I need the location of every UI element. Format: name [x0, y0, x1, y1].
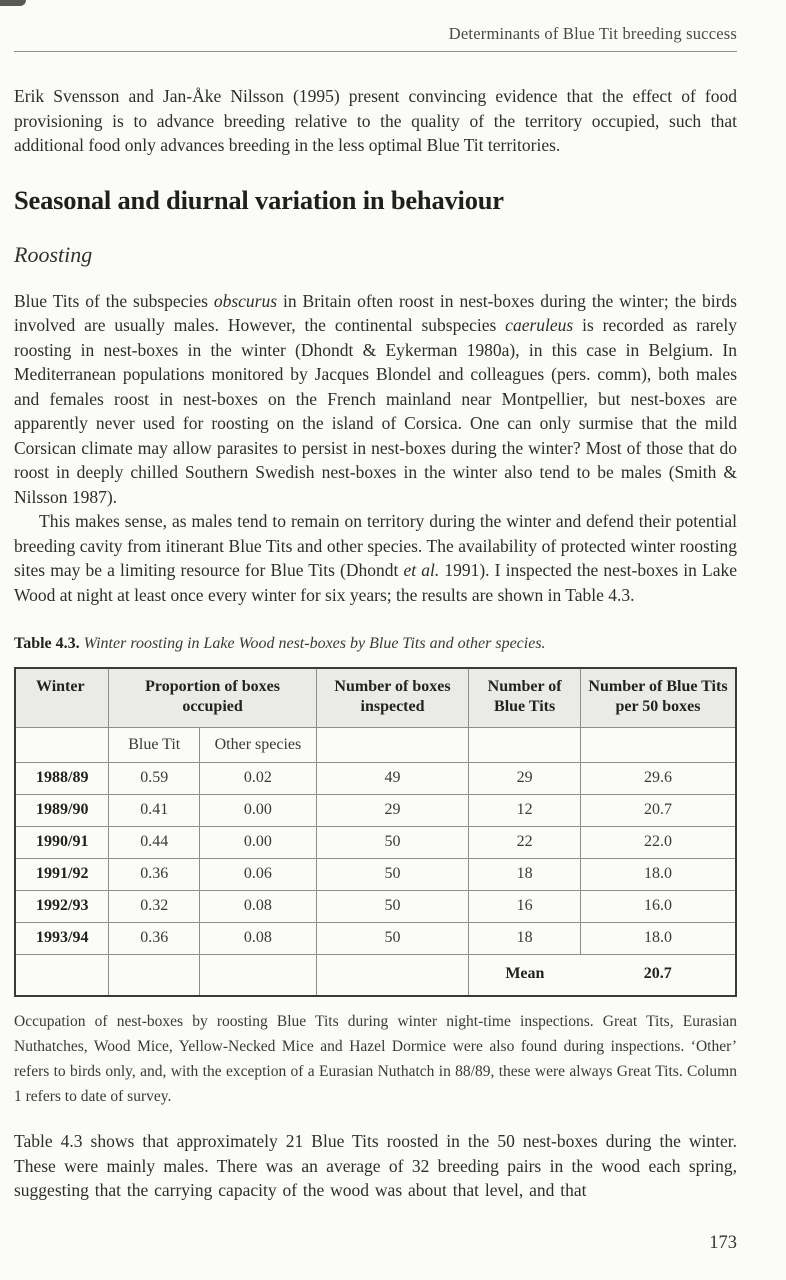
- table-header: [15, 668, 736, 763]
- table-footnote: Occupation of nest-boxes by roosting Blue Tits during winter night-time inspections. Great Tits, Eurasian Nuthatches, Wood Mice, Yellow-Necked Mice and Hazel Dormice were also found during inspections. ‘Other’ refers to birds only, and, with the exception of a Eurasian Nuthatch in 88/89, these were always Great Tits. Column 1 refers to date of survey.: [14, 1013, 737, 1105]
- table-cell: 0.00: [200, 827, 317, 859]
- table-row: [15, 763, 736, 795]
- table-cell: 0.08: [200, 891, 317, 923]
- page-number: 173: [709, 1233, 737, 1253]
- winter-roosting-table: [14, 667, 737, 997]
- table-mean-section: [15, 955, 736, 997]
- table-row: [15, 923, 736, 955]
- table-cell: 50: [316, 923, 469, 955]
- table-row: [15, 795, 736, 827]
- table-cell: 0.36: [109, 859, 200, 891]
- table-row: [15, 891, 736, 923]
- column-header-proportion: Proportion of boxes occupied: [109, 668, 316, 728]
- table-cell: 1988/89: [15, 763, 109, 795]
- column-header-blue-tits: Number of Blue Tits: [469, 668, 581, 728]
- table-cell: 0.08: [200, 923, 317, 955]
- subheader-blue-tit: Blue Tit: [109, 728, 200, 763]
- table-caption: [14, 633, 737, 655]
- table-cell: 18.0: [581, 923, 737, 955]
- table-cell: 0.00: [200, 795, 317, 827]
- section-heading: Seasonal and diurnal variation in behaviour: [14, 184, 504, 215]
- header-rule: [14, 51, 737, 52]
- roosting-paragraph-2: This makes sense, as males tend to remain on territory during the winter and defend their potential breeding cavity from itinerant Blue Tits and other species. The availability of protected winter roosting sites may be a limiting resource for Blue Tits (Dhondt et al. 1991). I inspected the nest-boxes in Lake Wood at night at least once every winter for six years; the results are shown in Table 4.3.: [14, 511, 737, 605]
- table-cell-empty: [316, 955, 469, 997]
- table-cell: 0.02: [200, 763, 317, 795]
- table-cell-empty: [15, 955, 109, 997]
- table-row: [15, 827, 736, 859]
- table-cell: 18: [469, 923, 581, 955]
- table-subheader-empty-cell: [469, 728, 581, 763]
- table-cell: 50: [316, 827, 469, 859]
- table-cell: 50: [316, 859, 469, 891]
- table-cell: 1989/90: [15, 795, 109, 827]
- subheader-other-species: Other species: [200, 728, 317, 763]
- table-cell: 0.44: [109, 827, 200, 859]
- table-cell: 1993/94: [15, 923, 109, 955]
- mean-value: 20.7: [581, 955, 737, 997]
- table-subheader-empty-cell: [15, 728, 109, 763]
- table-cell: 1990/91: [15, 827, 109, 859]
- table-header-row: [15, 668, 736, 728]
- running-header: Determinants of Blue Tit breeding success: [448, 24, 737, 43]
- table-cell: 0.41: [109, 795, 200, 827]
- table-cell: 18: [469, 859, 581, 891]
- closing-paragraph: Table 4.3 shows that approximately 21 Blue Tits roosted in the 50 nest-boxes during the winter. These were mainly males. There was an average of 32 breeding pairs in the wood each spring, suggesting that the carrying capacity of the wood was about that level, and that: [14, 1131, 737, 1200]
- table-cell: 0.06: [200, 859, 317, 891]
- column-header-per-50-boxes: Number of Blue Tits per 50 boxes: [581, 668, 737, 728]
- table-cell: 22.0: [581, 827, 737, 859]
- table-row: [15, 859, 736, 891]
- table-caption-label: Table 4.3.: [14, 635, 80, 652]
- table-mean-row: [15, 955, 736, 997]
- scan-artifact: [0, 0, 26, 6]
- table-cell: 16.0: [581, 891, 737, 923]
- table-subheader-empty-cell: [581, 728, 737, 763]
- table-cell: 0.32: [109, 891, 200, 923]
- table-cell: 1992/93: [15, 891, 109, 923]
- table-cell: 12: [469, 795, 581, 827]
- column-header-boxes-inspected: Number of boxes inspected: [316, 668, 469, 728]
- table-cell: 0.59: [109, 763, 200, 795]
- subsection-heading: Roosting: [14, 241, 93, 267]
- mean-label: Mean: [469, 955, 581, 997]
- table-cell: 20.7: [581, 795, 737, 827]
- table-cell: 29.6: [581, 763, 737, 795]
- roosting-paragraph-1: Blue Tits of the subspecies obscurus in Britain often roost in nest-boxes during the winter; the birds involved are usually males. However, the continental subspecies caeruleus is recorded as rarely roosting in nest-boxes in the winter (Dhondt & Eykerman 1980a), in this case in Belgium. In Mediterranean populations monitored by Jacques Blondel and colleagues (pers. comm), both males and females roost in nest-boxes on the French mainland near Montpellier, but nest-boxes are apparently never used for roosting on the island of Corsica. One can only surmise that the mild Corsican climate may allow parasites to persist in nest-boxes during the winter? Most of those that do roost in deeply chilled Southern Swedish nest-boxes in the winter also tend to be males (Smith & Nilsson 1987).: [14, 290, 737, 507]
- column-header-winter: Winter: [15, 668, 109, 728]
- table-cell: 0.36: [109, 923, 200, 955]
- table-cell: 50: [316, 891, 469, 923]
- table-cell-empty: [200, 955, 317, 997]
- table-body: [15, 763, 736, 955]
- table-cell: 29: [316, 795, 469, 827]
- table-cell: 18.0: [581, 859, 737, 891]
- table-subheader-empty-cell: [316, 728, 469, 763]
- table-cell: 29: [469, 763, 581, 795]
- table-caption-text: Winter roosting in Lake Wood nest-boxes by Blue Tits and other species.: [83, 635, 546, 652]
- table-cell: 1991/92: [15, 859, 109, 891]
- table-cell-empty: [109, 955, 200, 997]
- table-cell: 22: [469, 827, 581, 859]
- table-cell: 16: [469, 891, 581, 923]
- table-cell: 49: [316, 763, 469, 795]
- intro-paragraph: Erik Svensson and Jan-Åke Nilsson (1995) present convincing evidence that the effect of food provisioning is to advance breeding relative to the quality of the territory occupied, such that additional food only advances breeding in the less optimal Blue Tit territories.: [14, 86, 737, 155]
- table-subheader-row: [15, 728, 736, 763]
